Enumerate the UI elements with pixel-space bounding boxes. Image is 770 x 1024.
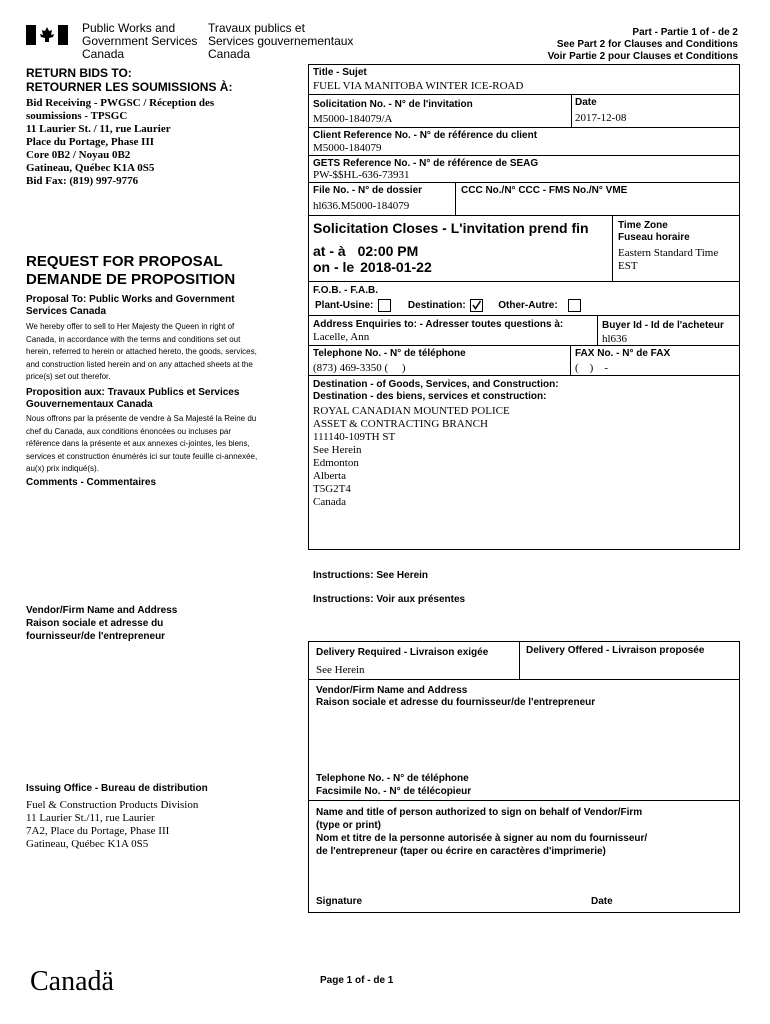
- tz-label: Time Zone: [618, 220, 668, 231]
- title-label: Title - Sujet: [313, 67, 367, 78]
- authorized-name-label-fr: Nom et titre de la personne autorisée à signer au nom du fournisseur/: [316, 833, 648, 844]
- solicitation-label: Solicitation No. - N° de l'invitation: [313, 99, 473, 110]
- proposal-para-fr: Nous offrons par la présente de vendre à Sa Majesté la Reine du chef du Canada, aux conditions énoncées ou incluses par référence dans la présente et aux annexes ci-jointes, les biens, services et construction énumérés ici sur toute feuille ci-annexée, au(x) prix indiqué(s).: [26, 414, 258, 473]
- destination-line: Canada: [313, 496, 346, 508]
- client-ref-label: Client Reference No. - N° de référence du client: [313, 130, 538, 141]
- authorized-name-label: (type or print): [316, 820, 381, 831]
- vendor-name-label-fr: Raison sociale et adresse du fournisseur/de l'entrepreneur: [316, 697, 596, 708]
- title-value: FUEL VIA MANITOBA WINTER ICE-ROAD: [313, 80, 524, 92]
- date-label: Date: [575, 97, 597, 108]
- tz-label-fr: Fuseau horaire: [618, 232, 690, 243]
- return-bids-heading: RETURN BIDS TO:: [26, 66, 132, 80]
- destination-checkbox[interactable]: [470, 299, 483, 312]
- on-value: 2018-01-22: [360, 259, 432, 275]
- part-line: Part - Partie 1 of - de 2: [632, 27, 738, 38]
- return-line: Bid Receiving - PWGSC / Réception des: [26, 97, 215, 109]
- destination-label-fr: Destination - des biens, services et construction:: [313, 391, 547, 402]
- vendor-name-field[interactable]: [316, 712, 734, 770]
- on-label: on - le: [313, 259, 355, 275]
- buyer-id-value: hl636: [602, 333, 628, 345]
- client-ref-value: M5000-184079: [313, 142, 382, 154]
- vendor-label: fournisseur/de l'entrepreneur: [26, 631, 166, 642]
- destination-line: ASSET & CONTRACTING BRANCH: [313, 418, 488, 430]
- facsimile-label: Facsimile No. - N° de télécopieur: [316, 786, 472, 797]
- rfp-title: REQUEST FOR PROPOSAL: [26, 253, 223, 270]
- issuing-line: Fuel & Construction Products Division: [26, 799, 199, 811]
- instructions-fr: Instructions: Voir aux présentes: [313, 594, 466, 605]
- canada-flag-logo: [26, 25, 68, 45]
- ccc-label: CCC No./N° CCC - FMS No./N° VME: [461, 185, 628, 196]
- buyer-id-label: Buyer Id - Id de l'acheteur: [602, 320, 724, 331]
- page-number: Page 1 of - de 1: [320, 975, 394, 986]
- delivery-offered-label: Delivery Offered - Livraison proposée: [526, 645, 705, 656]
- issuing-line: 7A2, Place du Portage, Phase III: [26, 825, 170, 837]
- file-value: hl636.M5000-184079: [313, 200, 410, 212]
- plant-label: Plant-Usine:: [315, 300, 374, 312]
- closes-title: Solicitation Closes - L'invitation prend fin: [313, 220, 589, 236]
- address-enquiries-value: Lacelle, Ann: [313, 331, 370, 343]
- destination-line: T5G2T4: [313, 483, 351, 495]
- tz-value: Eastern Standard Time: [618, 247, 719, 259]
- instructions-en: Instructions: See Herein: [313, 570, 429, 581]
- dept-en-line: Government Services: [82, 34, 198, 48]
- telephone-label: Telephone No. - N° de téléphone: [316, 773, 469, 784]
- delivery-required-label: Delivery Required - Livraison exigée: [316, 647, 489, 658]
- gets-value: PW-$$HL-636-73931: [313, 169, 410, 181]
- delivery-required-value: See Herein: [316, 664, 365, 676]
- file-label: File No. - N° de dossier: [313, 185, 423, 196]
- return-line: Core 0B2 / Noyau 0B2: [26, 149, 131, 161]
- other-checkbox[interactable]: [568, 299, 581, 312]
- destination-line: See Herein: [313, 444, 362, 456]
- vendor-name-label: Vendor/Firm Name and Address: [316, 685, 468, 696]
- dept-fr-line: Canada: [208, 47, 251, 61]
- issuing-line: 11 Laurier St./11, rue Laurier: [26, 812, 155, 824]
- return-line: Bid Fax: (819) 997-9776: [26, 175, 139, 187]
- signature-label: Signature: [316, 896, 363, 907]
- solicitation-value: M5000-184079/A: [313, 113, 393, 125]
- part-line: Voir Partie 2 pour Clauses et Conditions: [547, 51, 738, 62]
- gets-label: GETS Reference No. - N° de référence de SEAG: [313, 158, 539, 169]
- destination-label: Destination - of Goods, Services, and Construction:: [313, 379, 559, 390]
- other-label: Other-Autre:: [498, 300, 558, 312]
- proposal-to-fr: Proposition aux: Travaux Publics et Services Gouvernementaux Canada: [26, 387, 240, 410]
- proposal-to-en: Proposal To: Public Works and Government Services Canada: [26, 294, 235, 317]
- vendor-label: Vendor/Firm Name and Address: [26, 605, 178, 616]
- at-value: 02:00 PM: [357, 243, 419, 259]
- address-enquiries-label: Address Enquiries to: - Adresser toutes questions à:: [313, 319, 564, 330]
- plant-checkbox[interactable]: [378, 299, 391, 312]
- phone-value: (873) 469-3350 ( ): [313, 362, 406, 374]
- dept-fr-line: Services gouvernementaux: [208, 34, 354, 48]
- dept-fr-line: Travaux publics et: [208, 21, 305, 35]
- part-line: See Part 2 for Clauses and Conditions: [556, 39, 738, 50]
- canada-wordmark: Canadä: [30, 966, 114, 997]
- authorized-name-label-fr: de l'entrepreneur (taper ou écrire en caractères d'imprimerie): [316, 846, 606, 857]
- issuing-office-heading: Issuing Office - Bureau de distribution: [26, 783, 208, 794]
- rfp-title-fr: DEMANDE DE PROPOSITION: [26, 271, 236, 288]
- phone-label: Telephone No. - N° de téléphone: [313, 348, 466, 359]
- checkmark-icon: [471, 300, 482, 311]
- dept-en-line: Canada: [82, 47, 125, 61]
- return-bids-heading-fr: RETOURNER LES SOUMISSIONS À:: [26, 80, 233, 94]
- proposal-para-en: We hereby offer to sell to Her Majesty the Queen in right of Canada, in accordance with the terms and conditions set out herein, referred to herein or attached hereto, the goods, services, and construction listed herein and on any attached sheets at the price(s) set out therefor.: [26, 322, 257, 381]
- at-label: at - à: [313, 243, 346, 259]
- fob-label: F.O.B. - F.A.B.: [313, 285, 378, 296]
- destination-line: Alberta: [313, 470, 346, 482]
- return-line: Gatineau, Québec K1A 0S5: [26, 162, 155, 174]
- fax-label: FAX No. - N° de FAX: [575, 348, 671, 359]
- destination-line: 111140-109TH ST: [313, 431, 396, 443]
- vendor-label: Raison sociale et adresse du: [26, 618, 164, 629]
- issuing-line: Gatineau, Québec K1A 0S5: [26, 838, 149, 850]
- destination-line: Edmonton: [313, 457, 359, 469]
- destination-line: ROYAL CANADIAN MOUNTED POLICE: [313, 405, 510, 417]
- return-line: Place du Portage, Phase III: [26, 136, 155, 148]
- signature-date-label: Date: [591, 896, 613, 907]
- date-value: 2017-12-08: [575, 112, 627, 124]
- authorized-name-label: Name and title of person authorized to sign on behalf of Vendor/Firm: [316, 807, 643, 818]
- fax-value: ( ) -: [575, 362, 608, 374]
- comments-label: Comments - Commentaires: [26, 477, 157, 488]
- tz-value-abbr: EST: [618, 260, 638, 272]
- return-line: 11 Laurier St. / 11, rue Laurier: [26, 123, 171, 135]
- dept-en-line: Public Works and: [82, 21, 176, 35]
- return-line: soumissions - TPSGC: [26, 110, 128, 122]
- destination-fob-label: Destination:: [407, 300, 466, 312]
